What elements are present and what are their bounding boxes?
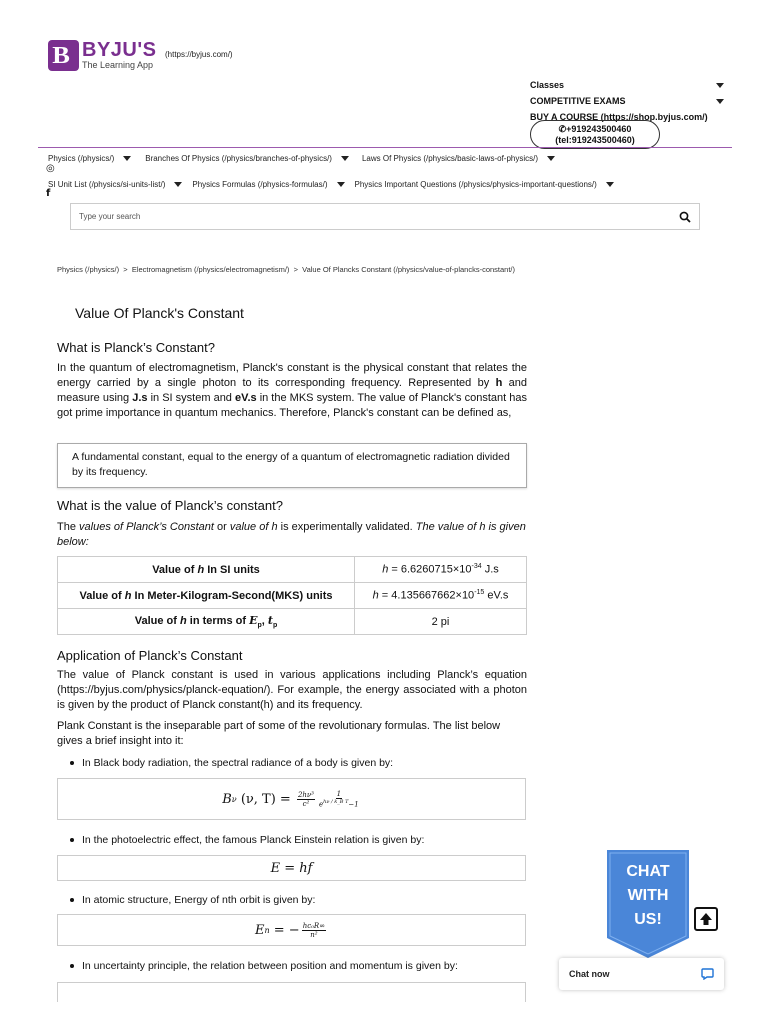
chevron-down-icon [123, 156, 131, 161]
chat-with-us-badge[interactable]: CHAT WITH US! [607, 850, 689, 958]
table-cell: 2 pi [355, 609, 527, 635]
breadcrumb: Physics (/physics/) > Electromagnetism (/physics/electromagnetism/) > Value Of Plancks Constant (/physics/value-of-plancks-constant/) [57, 265, 516, 274]
whatsapp-icon[interactable]: ◎ [46, 163, 55, 174]
phone-button[interactable]: ✆+919243500460 (tel:919243500460) [530, 120, 660, 149]
catnav-si-units[interactable]: SI Unit List (/physics/si-units-list/) [48, 180, 182, 189]
catnav-physics[interactable]: Physics (/physics/) [48, 154, 131, 163]
chevron-down-icon [337, 182, 345, 187]
list-item: In Black body radiation, the spectral radiance of a body is given by: [70, 757, 393, 769]
chat-bubble-icon [701, 968, 714, 980]
table-row [58, 609, 527, 635]
heading-value: What is the value of Planck’s constant? [57, 498, 283, 513]
search-icon[interactable] [679, 211, 691, 223]
chevron-down-icon [547, 156, 555, 161]
nav-competitive-exams[interactable]: COMPETITIVE EXAMS [530, 93, 724, 109]
breadcrumb-electromagnetism[interactable]: Electromagnetism (/physics/electromagnetism/) [131, 265, 290, 274]
nav-buy-course[interactable]: BUY A COURSE (https://shop.byjus.com/) [530, 112, 708, 122]
arrow-up-icon [699, 912, 713, 926]
facebook-icon[interactable]: f [46, 188, 51, 199]
logo-url[interactable]: (https://byjus.com/) [165, 50, 233, 59]
breadcrumb-current[interactable]: Value Of Plancks Constant (/physics/value-of-plancks-constant/) [302, 265, 516, 274]
table-cell: $h = 6.6260715\times 10^{-34}$ J.s [355, 557, 527, 583]
paragraph-formulas-intro: Plank Constant is the inseparable part of some of the revolutionary formulas. The list below gives a brief insight into it: [57, 720, 501, 747]
scroll-top-button[interactable] [694, 907, 718, 931]
search-bar [70, 203, 700, 230]
paragraph-intro: In the quantum of electromagnetism, Planck's constant is the physical constant that relates the energy carried by a single photon to its corresponding frequency. Represented by h and measure using J.s in SI system and eV.s in the MKS system. The value of Planck's constant has got prime importance in quantum mechanics. Therefore, Planck's constant can be defined as, [57, 362, 527, 419]
site-logo[interactable] [48, 40, 156, 71]
header-divider [38, 147, 732, 148]
category-nav-row-2 [48, 180, 614, 189]
formula-photoelectric: E = hf [57, 855, 526, 881]
chevron-down-icon [716, 83, 724, 88]
phone-icon: ✆ [558, 124, 567, 134]
formula-uncertainty [57, 982, 526, 1002]
formula-atomic-orbit: E n = − $\frac{\text{hc₀R∞}}{\text{n²}}$ [57, 914, 526, 946]
chevron-down-icon [606, 182, 614, 187]
category-nav-row-1 [48, 154, 555, 163]
chevron-down-icon [341, 156, 349, 161]
paragraph-application: The value of Planck constant is used in various applications including Planck’s equation (https://byjus.com/physics/planck-equation/). For example, the energy associated with a photon is given by the product of Planck constant(h) and its frequency. [57, 669, 527, 711]
formula-black-body: B ν (ν, T) = $\frac{\text{2hν³}}{\text{c²}}$ $\frac{1}{e^{h\nu / k\_B T}-1}$ [57, 778, 526, 820]
heading-application: Application of Planck’s Constant [57, 648, 243, 663]
planck-values-table [57, 556, 527, 635]
chevron-down-icon [174, 182, 182, 187]
nav-classes[interactable]: Classes [530, 77, 724, 93]
table-cell: Value of h In Meter-Kilogram-Second(MKS) units [58, 583, 355, 609]
chevron-down-icon [716, 99, 724, 104]
table-cell: $h = 4.135667662\times 10^{-15}$ eV.s [355, 583, 527, 609]
top-nav [530, 77, 724, 125]
heading-what-is: What is Planck’s Constant? [57, 340, 215, 355]
page-title: Value Of Planck's Constant [75, 305, 244, 321]
table-row [58, 583, 527, 609]
search-input[interactable] [79, 212, 639, 221]
list-item: In atomic structure, Energy of nth orbit is given by: [70, 894, 315, 906]
catnav-formulas[interactable]: Physics Formulas (/physics-formulas/) [192, 180, 344, 189]
list-item: In the photoelectric effect, the famous Planck Einstein relation is given by: [70, 834, 424, 846]
definition-quote: A fundamental constant, equal to the energy of a quantum of electromagnetic radiation divided by its frequency. [57, 443, 527, 488]
chat-now-bar[interactable] [559, 958, 724, 990]
table-cell: Value of h in terms of $E_p$, $t_p$ [58, 609, 355, 635]
table-cell: Value of h In SI units [58, 557, 355, 583]
logo-name: BYJU'S [82, 39, 157, 61]
chat-now-label: Chat now [569, 969, 610, 979]
catnav-laws[interactable]: Laws Of Physics (/physics/basic-laws-of-physics/) [362, 154, 555, 163]
paragraph-value-intro: The values of Planck’s Constant or value of h is experimentally validated. The value of h is given below: [57, 521, 526, 548]
catnav-important-questions[interactable]: Physics Important Questions (/physics/physics-important-questions/) [355, 180, 614, 189]
table-row [58, 557, 527, 583]
catnav-branches[interactable]: Branches Of Physics (/physics/branches-of-physics/) [145, 154, 349, 163]
breadcrumb-physics[interactable]: Physics (/physics/) [57, 265, 120, 274]
logo-tagline: The Learning App [82, 60, 154, 70]
logo-mark: B [48, 40, 79, 71]
list-item: In uncertainty principle, the relation between position and momentum is given by: [70, 960, 458, 972]
